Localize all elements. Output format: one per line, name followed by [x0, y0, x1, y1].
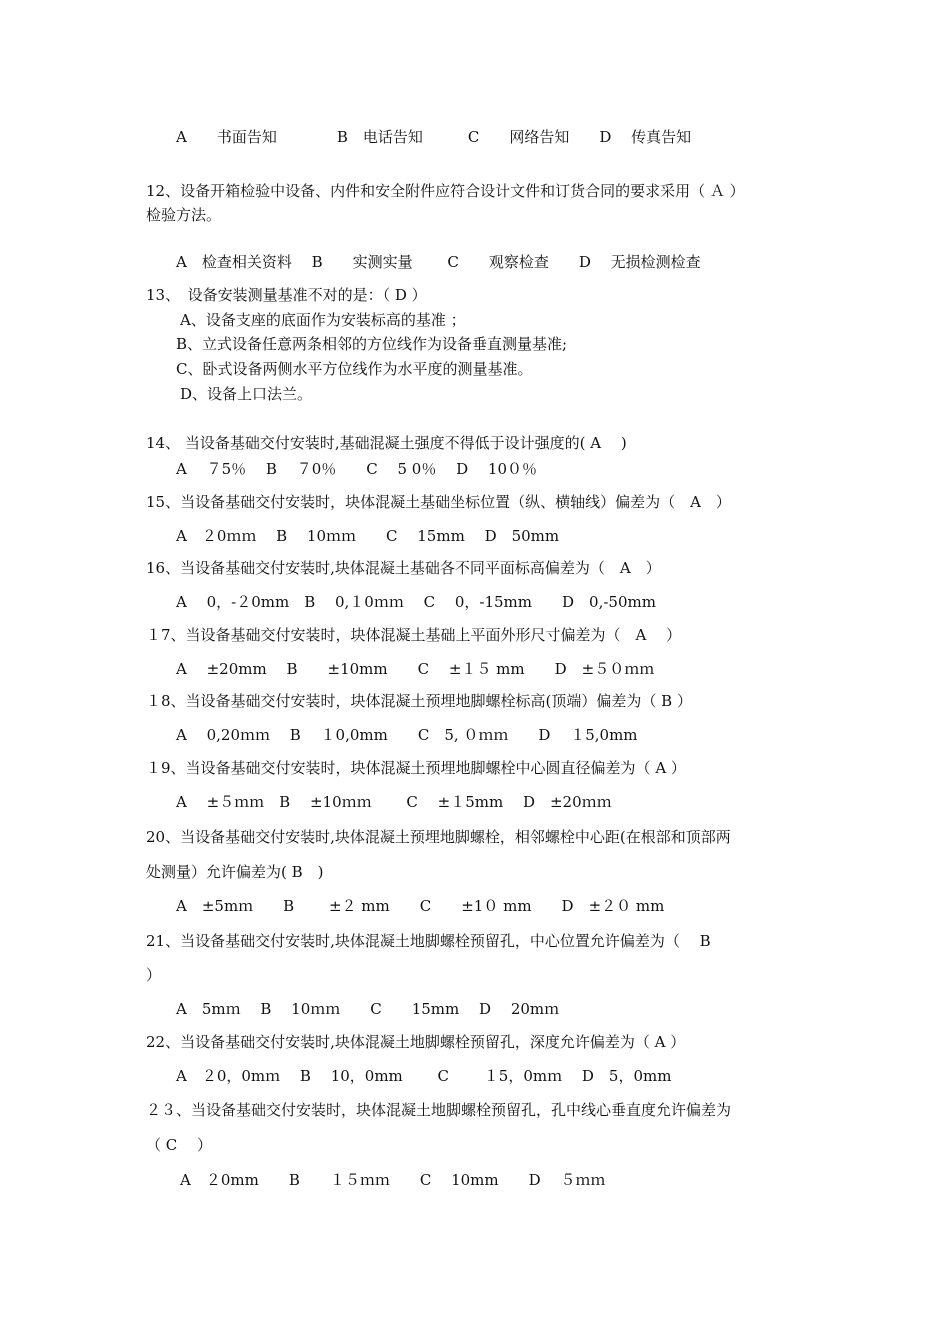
q13-option-b: B、立式设备任意两条相邻的方位线作为设备垂直测量基准; — [176, 335, 568, 353]
q12-text-cont: 检验方法。 — [146, 206, 222, 224]
q19-options: A ±５ｍｍ B ±10ｍｍ C ±１5mm D ±20ｍｍ — [176, 793, 612, 811]
q12-text: 12、设备开箱检验中设备、内件和安全附件应符合设计文件和订货合同的要求采用（ Ａ ） — [146, 182, 745, 200]
q20-options: A ±5mｍ B ±２ mm C ±1０ mm D ±２０ mm — [176, 897, 665, 915]
q23-text-cont: （ C ） — [146, 1136, 213, 1154]
q18-text: １8、当设备基础交付安装时，块体混凝土预埋地脚螺栓标高(顶端）偏差为（ B ） — [146, 692, 692, 710]
q13-option-a: A、设备支座的底面作为安装标高的基准 ； — [180, 311, 466, 329]
q14-options: A ７5％ B ７0％ C 5 0％ D 10０％ — [176, 460, 537, 478]
q19-text: １9、当设备基础交付安装时，块体混凝土预埋地脚螺栓中心圆直径偏差为（ A ） — [146, 759, 686, 777]
q22-text: 22、当设备基础交付安装时,块体混凝土地脚螺栓预留孔，深度允许偏差为（ A ） — [146, 1033, 686, 1051]
q21-text-cont: ） — [146, 966, 162, 984]
q14-text: 14、 当设备基础交付安装时,基础混凝土强度不得低于设计强度的( A ) — [146, 434, 627, 452]
q13-option-c: C、卧式设备两侧水平方位线作为水平度的测量基准。 — [176, 360, 533, 378]
q17-text: １7、当设备基础交付安装时，块体混凝土基础上平面外形尺寸偏差为（ A ） — [146, 626, 682, 644]
q16-options: A 0，-２0mm B 0,１0ｍｍ C 0，-15mm D 0,-50mm — [176, 593, 656, 611]
q20-text: 20、当设备基础交付安装时,块体混凝土预埋地脚螺栓，相邻螺栓中心距(在根部和顶部两 — [146, 828, 731, 846]
q15-text: 15、当设备基础交付安装时，块体混凝土基础坐标位置（纵、横轴线）偏差为（ A ） — [146, 493, 731, 511]
q23-text: ２３、当设备基础交付安装时，块体混凝土地脚螺栓预留孔，孔中线心垂直度允许偏差为 — [146, 1101, 732, 1119]
q18-options: A 0,20ｍｍ B １0,0mm C 5, ０ｍｍ D １5,0mm — [176, 726, 638, 744]
q22-options: A ２0，0mｍ B 10，0mm C １5，0mｍ D 5，0mm — [176, 1067, 672, 1085]
q21-options: A 5mｍ B 10ｍｍ C 15mm D 20mｍ — [176, 1000, 560, 1018]
q12-options: A 检查相关资料 B 实测实量 C 观察检查 D 无损检测检查 — [176, 253, 701, 271]
q20-text-cont: 处测量）允许偏差为( B ) — [146, 863, 324, 881]
q13-option-d: D、设备上口法兰。 — [180, 385, 313, 403]
q23-options: A ２0mm B １５ｍｍ C 10mm D ５ｍｍ — [180, 1171, 606, 1189]
q11-options: A 书面告知 B 电话告知 C 网络告知 D 传真告知 — [176, 128, 692, 146]
q17-options: A ±20mm B ±10mm C ±１５ mm D ±５０ｍｍ — [176, 660, 655, 678]
q13-text: 13、 设备安装测量基准不对的是：（ D ） — [146, 286, 427, 304]
q21-text: 21、当设备基础交付安装时,块体混凝土地脚螺栓预留孔，中心位置允许偏差为（ B — [146, 932, 711, 950]
q15-options: A ２0ｍｍ B 10ｍｍ C 15mm D 50mm — [176, 527, 560, 545]
q16-text: 16、当设备基础交付安装时,块体混凝土基础各不同平面标高偏差为（ A ） — [146, 559, 661, 577]
